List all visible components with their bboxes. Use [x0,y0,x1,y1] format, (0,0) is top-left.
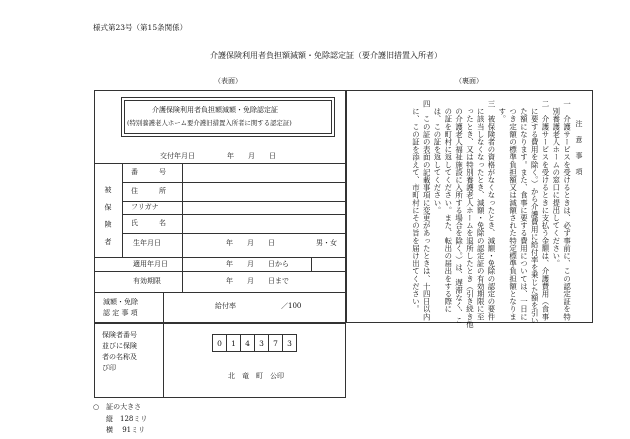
notes-title: 注 意 事 項 [575,120,583,176]
card-size-title: ○ 証の大きさ [93,403,142,411]
row-apply-label: 適用年月日 [133,260,168,268]
note-column: に要する費用を除く。）から介護費用に給付率を乗じた額を引い [530,100,540,325]
row-address-label: 住 所 [131,187,166,195]
front-side-label: （表面） [214,77,242,85]
cert-title: 介護保険利用者負担額減額・免除認定証 [152,106,278,114]
note-column: ったとき、又は特別養護老人ホームを退所したとき（引き続き他 [465,100,475,328]
row-furigana-label: フリガナ [131,203,159,211]
note-column: 三 被保険者の資格がなくなったとき、減額・免除の認定の要件 [486,100,496,321]
row-name-label: 氏 名 [131,219,166,227]
row-gender: 男・女 [316,239,337,247]
back-side-label: （裏面） [455,77,483,85]
form-number: 様式第23号（第15条関係） [93,23,188,32]
insurer-name: 北 竜 町 公印 [228,372,284,380]
insurer-digit-box: 1 [226,334,241,352]
note-column: は、この証を返してください。 [432,100,442,214]
insurer-label-3: 者の名称及 [102,353,137,361]
note-column: す。 [497,100,507,123]
insurer-digit-box: 0 [212,334,227,352]
benefit-rate-value: ／100 [281,302,302,310]
note-column: 二 介護サービスを受けるときに支払う金額は、介護費用（食事 [540,100,550,321]
card-height: 縦 128ミリ [106,415,148,423]
note-column: の証を町村に返してください。また、転出の届出をする際に [443,100,453,313]
insurer-number-boxes [213,334,297,352]
insurer-label-1: 保険者番号 [102,331,137,339]
row-number-label: 番 号 [131,168,166,176]
benefit-rate-label: 給付率 [215,302,236,310]
card-width: 横 91ミリ [106,426,146,434]
row-apply-value: 年 月 日から [226,260,289,268]
insurer-digit-box: 7 [268,334,283,352]
insured-label: 被 保 険 者 [104,186,112,249]
insurer-label-4: び印 [102,364,116,372]
row-birth-value: 年 月 日 [226,239,275,247]
reduction-label-1: 減額・免除 [103,298,138,306]
cert-subtitle: (特別養護老人ホーム要介護旧措置入所者に関する認定証) [127,119,292,127]
note-column: の介護老人福祉施設に入所する場合を除く。）は、遅滞なく、こ [454,100,464,325]
row-expiry-value: 年 月 日まで [226,277,289,285]
issue-date-value: 年 月 日 [227,152,276,160]
note-column: つき定額の標準負担額又は減額された特定標準負担額となりま [508,100,518,321]
insurer-digit-box: 4 [240,334,255,352]
note-column: た額になります。また、食事に要する費用については、一日に [519,100,529,321]
row-expiry-label: 有効期限 [133,277,161,285]
note-column: に、この証を添えて、市町村にその旨を届け出てください。 [411,100,421,313]
reduction-label-2: 認 定 事 項 [103,309,138,317]
note-column: 別養護老人ホームの窓口に提出してください。 [551,100,561,268]
insurer-digit-box: 3 [254,334,269,352]
note-column: に該当しなくなったとき、減額・免除の認定証の有効期限に至 [476,100,486,321]
insurer-label-2: 並びに保険 [102,342,137,350]
row-birth-label: 生年月日 [133,239,161,247]
insurer-digit-box: 3 [282,334,297,352]
note-column: 四 この証の表面の記載事項に変更があったときは、十四日以内 [422,100,432,321]
page-title: 介護保険利用者負担額減額・免除認定証（要介護旧措置入所者） [210,51,442,60]
note-column: 一 介護サービスを受けるときは、必ず事前に、この認定証を特 [562,100,572,321]
issue-date-label: 交付年月日 [160,152,195,160]
